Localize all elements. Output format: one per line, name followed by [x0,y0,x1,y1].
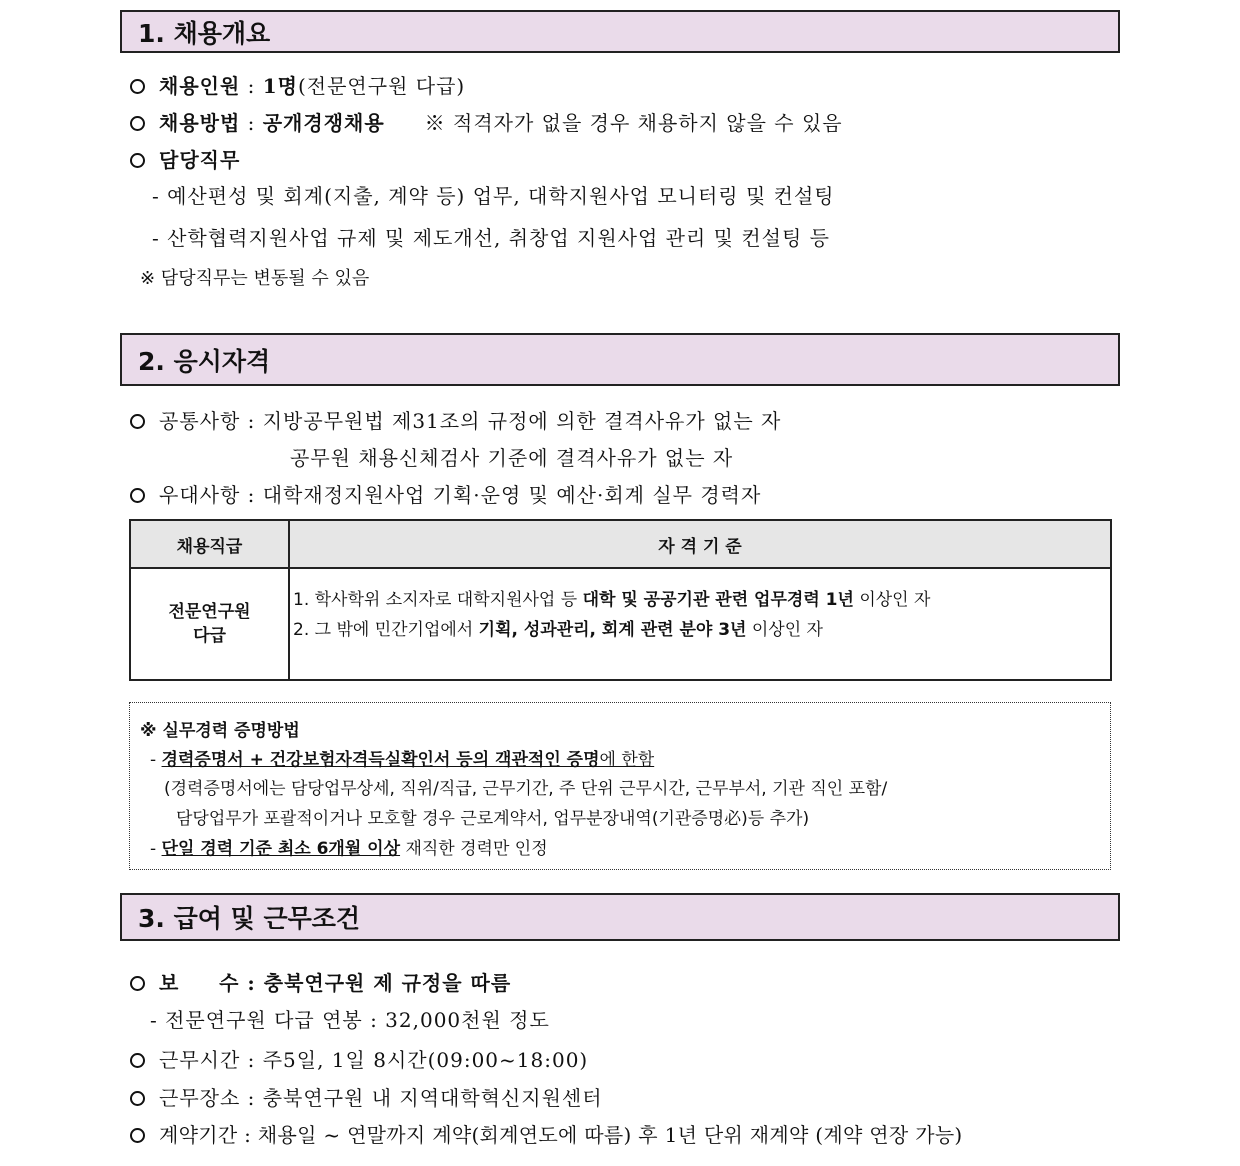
hours-line [130,1044,588,1073]
criteria-column-header: 자 격 기 준 [289,520,1111,568]
hire-method-label: 채용방법 [159,111,241,135]
bullet-circle-icon [130,976,145,991]
proof-title: ※ 실무경력 증명방법 [140,721,300,741]
grade-column-header: 채용직급 [130,520,289,568]
common-item-1: 지방공무원법 제31조의 규정에 의한 결격사유가 없는 자 [262,409,782,433]
bullet-circle-icon [130,1091,145,1106]
criteria-2-bold: 기획, 성과관리, 회계 관련 분야 3년 [478,619,747,640]
hire-method-line: 채용방법 : 공개경쟁채용 ※ 적격자가 없을 경우 채용하지 않을 수 있음 [130,107,843,136]
hire-method-value: 공개경쟁채용 [262,111,385,135]
bullet-circle-icon [130,414,145,429]
duty-note: ※ 담당직무는 변동될 수 있음 [140,268,370,289]
bullet-circle-icon [130,1053,145,1068]
criteria-1-bold: 대학 및 공공기관 관련 업무경력 1년 [582,589,854,610]
hire-count-note: (전문연구원 다급) [297,74,466,98]
pref-label: 우대사항 [159,483,241,507]
hire-count-value: 1명 [262,74,298,98]
criteria-2-text: 2. 그 밖에 민간기업에서 [293,619,479,640]
place-text: 근무장소 : 충북연구원 내 지역대학혁신지원센터 [159,1086,603,1110]
pay-label: 보 수 : 충북연구원 제 규정을 따름 [159,971,512,995]
proof-item-1-prefix: - [150,750,162,770]
duty-item-1: - 예산편성 및 회계(지출, 계약 등) 업무, 대학지원사업 모니터링 및 컨설팅 [152,184,835,208]
proof-item-1-sub-1: (경력증명서에는 담당업무상세, 직위/직급, 근무기간, 주 단위 근무시간, 근무부서, 기관 직인 포함/ [164,779,888,799]
proof-item-1-rest: 에 한함 [599,750,655,770]
bullet-circle-icon [130,116,145,131]
grade-cell [130,568,289,680]
bullet-circle-icon [130,488,145,503]
criteria-item-2 [293,615,1109,645]
proof-item-1 [150,745,654,770]
qualification-table [129,519,1112,681]
hours-text: 근무시간 : 주5일, 1일 8시간(09:00~18:00) [159,1048,589,1072]
pay-detail: - 전문연구원 다급 연봉 : 32,000천원 정도 [150,1008,550,1032]
criteria-cell [289,568,1111,680]
career-proof-box [129,702,1111,870]
common-label: 공통사항 [159,409,241,433]
section-1-header: 1. 채용개요 [120,10,1120,53]
term-line [130,1119,963,1148]
grade-line-2: 다급 [193,626,226,646]
bullet-circle-icon [130,153,145,168]
proof-item-2-prefix: - [150,839,162,859]
grade-line-1: 전문연구원 [168,602,251,622]
criteria-1-text: 1. 학사학위 소지자로 대학지원사업 등 [293,589,583,610]
proof-item-2-rest: 재직한 경력만 인정 [400,839,548,859]
place-line [130,1082,603,1111]
pref-line: 우대사항 : 대학재정지원사업 기획·운영 및 예산·회계 실무 경력자 [130,479,761,508]
duty-label: 담당직무 [159,148,241,172]
hire-method-note: ※ 적격자가 없을 경우 채용하지 않을 수 있음 [424,111,843,135]
proof-item-1-sub-2: 담당업무가 포괄적이거나 모호할 경우 근로계약서, 업무분장내역(기관증명必)등 추가) [176,809,810,829]
section-2-header: 2. 응시자격 [120,333,1120,386]
pref-value: 대학재정지원사업 기획·운영 및 예산·회계 실무 경력자 [262,483,762,507]
term-text: 계약기간 : 채용일 ~ 연말까지 계약(회계연도에 따름) 후 1년 단위 재계약 (계약 연장 가능) [159,1123,963,1147]
criteria-1-tail: 이상인 자 [853,589,931,610]
bullet-circle-icon [130,1128,145,1143]
duty-item-2: - 산학협력지원사업 규제 및 제도개선, 취창업 지원사업 관리 및 컨설팅 등 [152,226,830,250]
proof-item-2-bold: 단일 경력 기준 최소 6개월 이상 [161,839,401,859]
duty-line [130,144,240,173]
section-3-header: 3. 급여 및 근무조건 [120,893,1120,941]
hire-count-label: 채용인원 [159,74,241,98]
proof-item-1-bold: 경력증명서 + 건강보험자격득실확인서 등의 객관적인 증명 [161,750,600,770]
pay-line [130,967,511,996]
bullet-circle-icon [130,79,145,94]
table-header-row [130,520,1111,568]
table-row [130,568,1111,680]
criteria-2-tail: 이상인 자 [746,619,823,640]
proof-item-2 [150,834,548,859]
common-line: 공통사항 : 지방공무원법 제31조의 규정에 의한 결격사유가 없는 자 [130,405,781,434]
criteria-item-1 [293,585,1109,615]
hire-count-line: 채용인원 : 1명(전문연구원 다급) [130,70,465,99]
common-item-2: 공무원 채용신체검사 기준에 결격사유가 없는 자 [290,446,734,470]
